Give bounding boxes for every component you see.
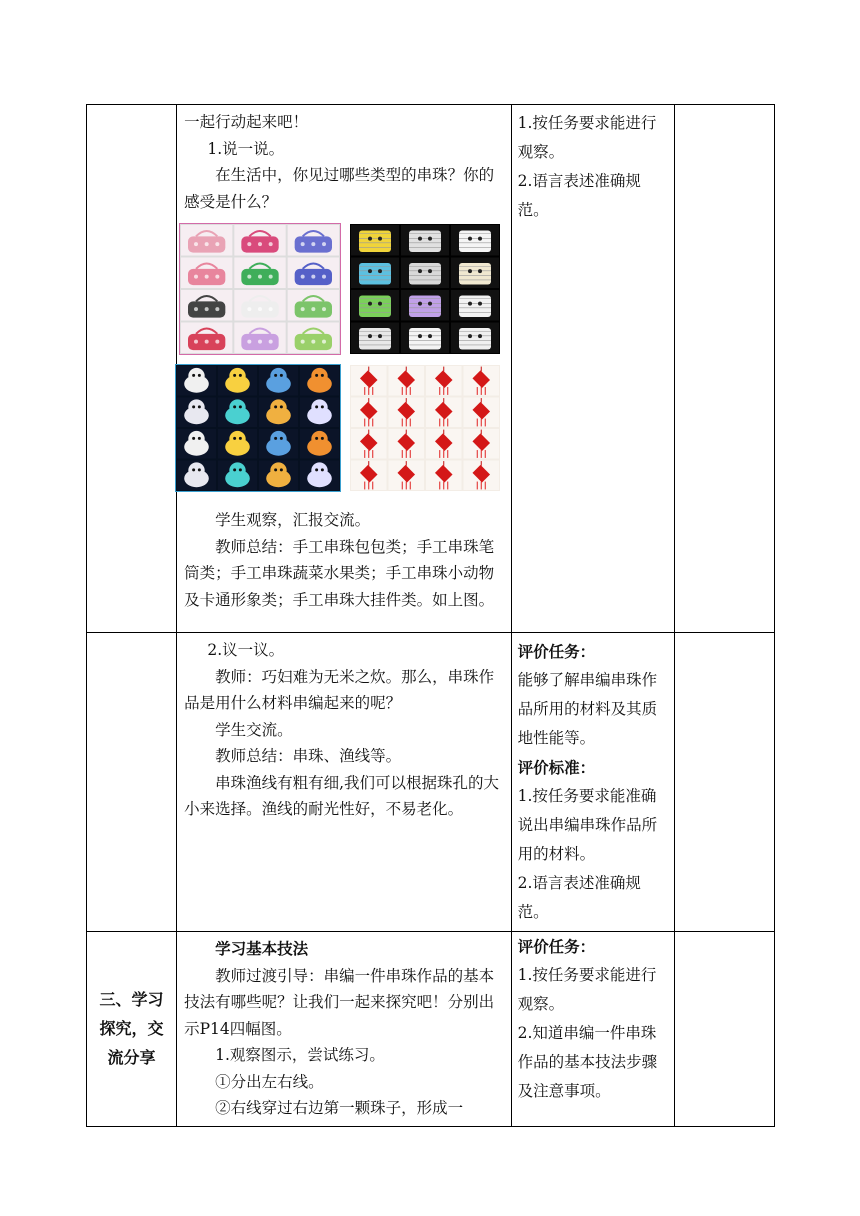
lesson-table xyxy=(86,104,775,1127)
evaluation-heading: 评价任务： xyxy=(517,937,596,956)
content-cell xyxy=(177,932,511,1127)
evaluation-line: 能够了解串编串珠作品所用的材料及其质地性能等。 xyxy=(517,671,658,747)
stage-cell xyxy=(87,633,177,932)
table-row xyxy=(87,105,775,633)
evaluation-line: 2.语言表述准确规范。 xyxy=(517,172,641,219)
content-line: 1.说一说。 xyxy=(207,139,285,158)
stage-label: 三、学习探究，交流分享 xyxy=(99,990,164,1068)
content-line: ①分出左右线。 xyxy=(215,1072,324,1091)
table-row xyxy=(87,633,775,932)
bead-animals-photo xyxy=(176,365,340,491)
content-line: 教师：巧妇难为无米之炊。那么，串珠作品是用什么材料串编起来的呢？ xyxy=(184,667,495,712)
content-line: ②右线穿过右边第一颗珠子，形成一 xyxy=(215,1099,464,1117)
bead-pen-holders-photo xyxy=(350,224,500,354)
notes-cell xyxy=(674,633,774,932)
section-heading: 学习基本技法 xyxy=(215,939,309,958)
content-line: 学生交流。 xyxy=(215,720,293,739)
bead-hangings-photo xyxy=(350,365,500,491)
content-cell xyxy=(177,633,511,932)
bead-bags-photo xyxy=(180,224,340,354)
stage-cell xyxy=(87,105,177,633)
notes-cell xyxy=(674,932,774,1127)
content-cell xyxy=(177,105,511,633)
content-line: 一起行动起来吧！ xyxy=(184,113,309,131)
evaluation-line: 2.知道串编一件串珠作品的基本技法步骤及注意事项。 xyxy=(517,1024,658,1100)
evaluation-cell xyxy=(511,633,674,932)
content-line: 2.议一议。 xyxy=(207,641,285,659)
evaluation-line: 1.按任务要求能进行观察。 xyxy=(517,966,657,1013)
evaluation-cell xyxy=(511,105,674,633)
evaluation-line: 1.按任务要求能进行观察。 xyxy=(517,114,657,161)
content-line: 串珠渔线有粗有细,我们可以根据珠孔的大小来选择。渔线的耐光性好，不易老化。 xyxy=(184,773,500,818)
notes-cell xyxy=(674,105,774,633)
content-line: 教师过渡引导：串编一件串珠作品的基本技法有哪些呢？让我们一起来探究吧！分别出示P14四幅图。 xyxy=(184,966,495,1038)
evaluation-cell xyxy=(511,932,674,1127)
content-line: 学生观察，汇报交流。 xyxy=(215,511,371,529)
evaluation-line: 1.按任务要求能准确说出串编串珠作品所用的材料。 xyxy=(517,787,658,863)
bead-photos xyxy=(180,224,506,506)
evaluation-heading: 评价标准： xyxy=(517,758,596,777)
content-line: 教师总结：手工串珠包包类；手工串珠笔筒类；手工串珠蔬菜水果类；手工串珠小动物及卡通形象类；手工串珠大挂件类。如上图。 xyxy=(184,537,495,609)
content-line: 在生活中，你见过哪些类型的串珠？你的感受是什么？ xyxy=(184,166,495,211)
table-row xyxy=(87,932,775,1127)
content-line: 1.观察图示，尝试练习。 xyxy=(215,1046,385,1064)
content-line: 教师总结：串珠、渔线等。 xyxy=(215,747,402,765)
evaluation-line: 2.语言表述准确规范。 xyxy=(517,874,641,921)
evaluation-heading: 评价任务： xyxy=(517,642,596,661)
stage-cell xyxy=(87,932,177,1127)
